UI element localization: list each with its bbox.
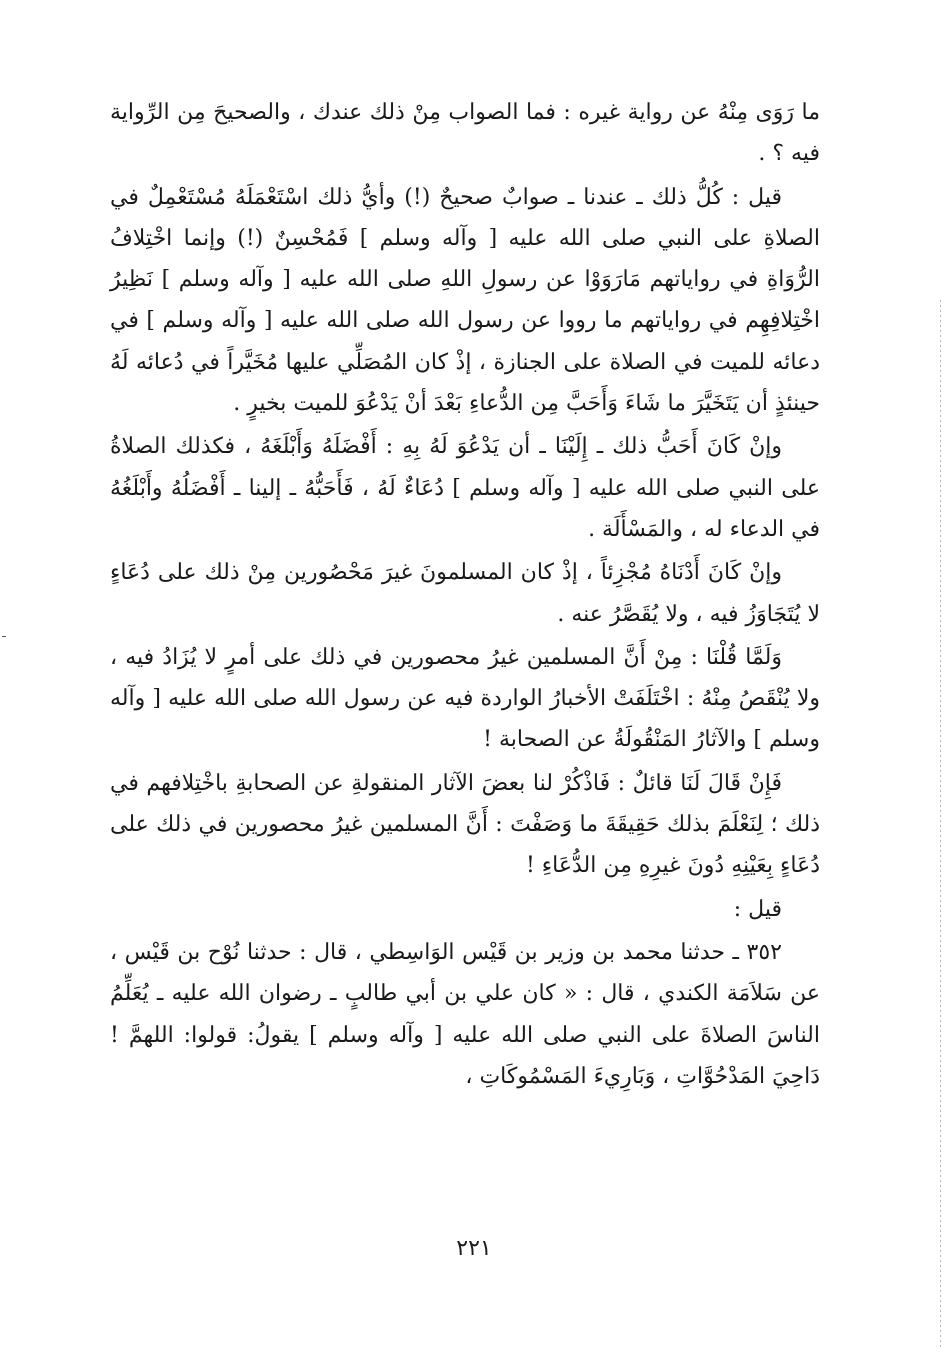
paragraph-answer-qila: قيل : كُلُّ ذلك ـ عندنا ـ صوابٌ صحيحٌ (!) وأيُّ ذلك اسْتَعْمَلَهُ مُسْتَعْمِلٌ في الصلاةِ على النبي صلى الله عليه [ وآله وسلم ] فَمُحْسِنٌ (!) وإنما اخْتِلافُ الرُّوَاةِ في رواياتهم مَارَوَوْا عن رسولِ اللهِ صلى الله عليه [ وآله وسلم ] نَظِيرُ اخْتِلافِهِم في رواياتهم ما رووا عن رسول الله صلى الله عليه [ وآله وسلم ] في دعائه للميت في الصلاة على الجنازة ، إذْ كان المُصَلِّي عليها مُخَيَّراً في دُعائه لَهُ حينئذٍ أن يَتَخَيَّرَ ما شَاءَ وَأَحَبَّ مِن الدُّعاءِ بَعْدَ أنْ يَدْعُوَ للميت بخيرٍ . bbox=[110, 184, 820, 417]
paragraph-wa-in-kana-adnah: وإنْ كَانَ أَدْنَاهُ مُجْزِئاً ، إذْ كان المسلمونَ غيرَ مَحْصُورين مِنْ ذلك على دُعَاءٍ لا يُتَجَاوَزُ فيه ، ولا يُقَصَّرُ عنه . bbox=[110, 560, 820, 627]
paragraph-wa-lamma-qulna: وَلَمَّا قُلْنَا : مِنْ أَنَّ المسلمين غيرُ محصورين في ذلك على أمرٍ لا يُزَادُ فيه ، ولا يُنْقَصُ مِنْهُ : اخْتَلَفَتْ الأخبارُ الواردة فيه عن رسول الله صلى الله عليه [ وآله وسلم ] والآثارُ المَنْقُولَةُ عن الصحابة ! bbox=[110, 644, 820, 753]
paragraph-fa-in-qala: فَإِنْ قَالَ لَنَا قائلٌ : فَاذْكُرْ لنا بعضَ الآثار المنقولةِ عن الصحابةِ باخْتِلافهم في ذلك ؛ لِنَعْلَمَ بذلك حَقِيقَةَ ما وَصَفْتَ : أَنَّ المسلمين غيرُ محصورين في ذلك على دُعَاءٍ بِعَيْنِهِ دُونَ غيرِهِ مِن الدُّعَاءِ ! bbox=[110, 770, 820, 879]
page-number: ٢٢١ bbox=[456, 1236, 492, 1261]
paragraph-qila-short: قيل : bbox=[733, 896, 782, 922]
paragraph-wa-in-kana-ahabb: وإنْ كَانَ أَحَبُّ ذلك ـ إِلَيْنَا ـ أن يَدْعُوَ لَهُ بِهِ : أَفْضَلَهُ وَأَبْلَغَهُ ، فكذلك الصلاةُ على النبي صلى الله عليه [ وآله وسلم ] دُعَاءٌ لَهُ ، فَأَحَبُّهُ ـ إلينا ـ أَفْضَلُهُ وأَبْلَغُهُ في الدعاء له ، والمَسْأَلَة . bbox=[110, 434, 820, 542]
paragraph-intro-question-end: ما رَوَى مِنْهُ عن رواية غيره : فما الصواب مِنْ ذلك عندك ، والصحيحَ مِن الرِّواية فيه ؟ . bbox=[110, 100, 821, 167]
paragraph-hadith-352: ٣٥٢ ـ حدثنا محمد بن وزير بن قَيْس الوَاسِطي ، قال : حدثنا نُوْح بن قَيْس ، عن سَلاَمَة الكندي ، قال : « كان علي بن أبي طالبٍ ـ رضوان الله عليه ـ يُعَلِّمُ الناسَ الصلاةَ على النبي صلى الله عليه [ وآله وسلم ] يقولُ: قولوا: اللهمَّ ! دَاحِيَ المَدْحُوَّاتِ ، وَبَارِيءَ المَسْمُوكَاتِ ، bbox=[110, 939, 820, 1089]
scan-edge-line bbox=[940, 300, 941, 1350]
scan-edge-mark bbox=[2, 636, 6, 637]
page-body-text bbox=[110, 92, 820, 1097]
